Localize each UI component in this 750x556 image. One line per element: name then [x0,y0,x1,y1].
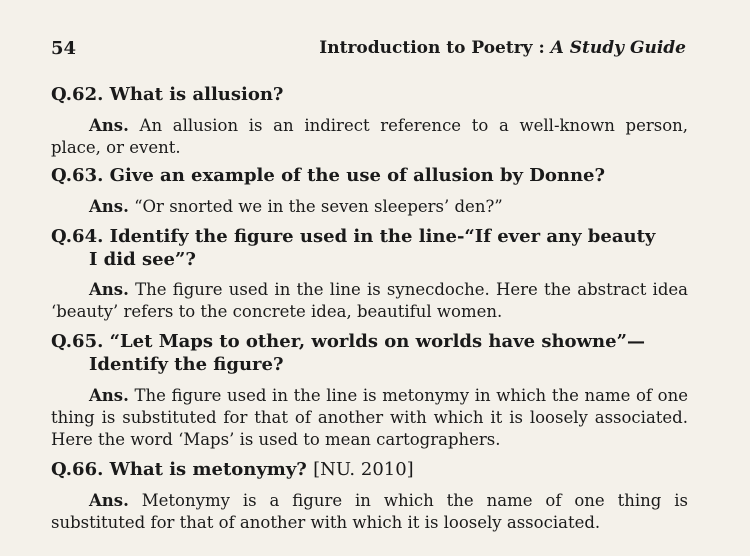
answer-text: An allusion is an indirect reference to a well-known person, place, or event. [51,116,688,157]
question-text-line2: Identify the figure? [89,354,284,375]
question-text: Give an example of the use of allusion by Donne? [109,165,606,186]
answer-text: Metonymy is a figure in which the name of one thing is substituted for that of another with which it is loosely associated. [51,491,688,532]
question-label: Q.62. [51,84,104,105]
question-note: [NU. 2010] [313,459,414,480]
question-65 [51,330,711,376]
answer-64 [51,279,688,323]
answer-text: The figure used in the line is synecdoche. Here the abstract idea ‘beauty’ refers to the concrete idea, beautiful women. [51,280,688,321]
answer-label: Ans. [89,197,129,216]
answer-62 [51,115,688,159]
question-text-line1: “Let Maps to other, worlds on worlds have showne”— [109,331,645,352]
running-title-plain: Introduction to Poetry : [319,38,551,58]
question-text: What is metonymy? [109,459,307,480]
running-title-italic: A Study Guide [550,38,686,58]
question-63 [51,164,605,187]
answer-label: Ans. [89,280,129,299]
question-64 [51,225,691,271]
answer-label: Ans. [89,491,129,510]
answer-text: “Or snorted we in the seven sleepers’ den?” [134,197,503,216]
answer-label: Ans. [89,116,129,135]
question-62 [51,83,283,106]
question-text-line1: Identify the figure used in the line-“If ever any beauty [109,226,656,247]
question-label: Q.66. [51,459,104,480]
question-66 [51,458,414,481]
page-number: 54 [51,38,77,59]
running-header [51,38,686,62]
answer-66 [51,490,688,534]
question-label: Q.63. [51,165,104,186]
answer-63 [51,196,688,218]
answer-label: Ans. [89,386,129,405]
running-title [319,38,686,58]
question-label: Q.65. [51,331,104,352]
question-label: Q.64. [51,226,104,247]
question-text-line2: I did see”? [89,249,196,270]
answer-text: The figure used in the line is metonymy in which the name of one thing is substituted for that of another with which it is loosely associated. Here the word ‘Maps’ is used to mean cartographers. [51,386,688,449]
question-text: What is allusion? [109,84,284,105]
answer-65 [51,385,688,451]
